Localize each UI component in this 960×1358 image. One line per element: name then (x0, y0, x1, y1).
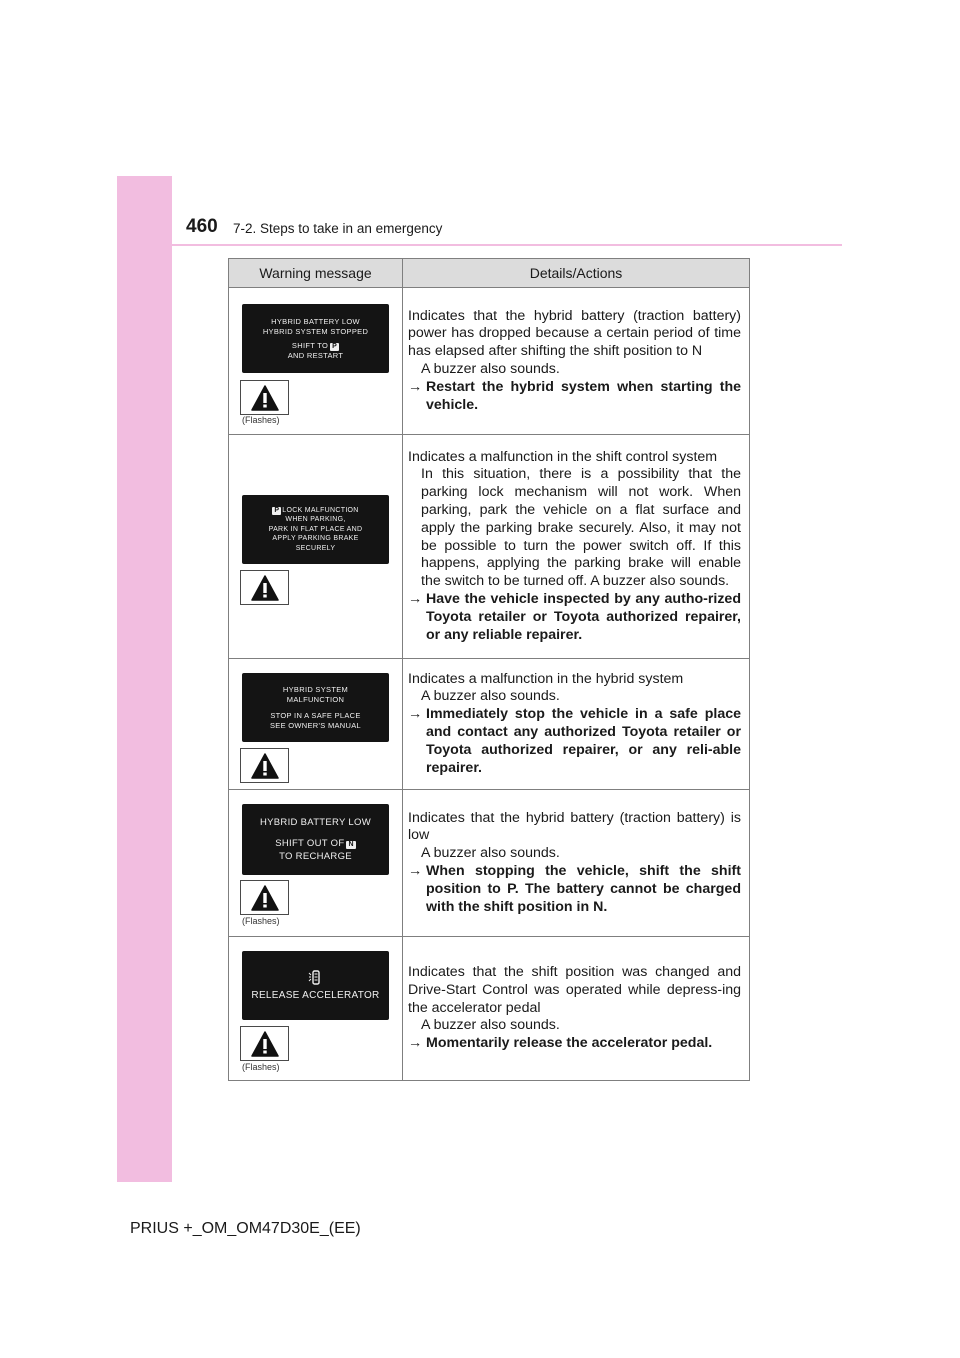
details-cell (403, 790, 750, 937)
display-screen (242, 804, 389, 875)
shift-p-badge: P (332, 342, 338, 350)
page-number: 460 (186, 216, 218, 237)
warning-image-cell (229, 659, 403, 790)
action-line (408, 863, 741, 916)
table-row (229, 288, 750, 435)
warning-triangle-icon (251, 575, 279, 601)
table-row (229, 435, 750, 659)
table-row (229, 659, 750, 790)
screen-line: HYBRID BATTERY LOW (260, 817, 371, 828)
screen-line: WHEN PARKING, (285, 516, 346, 524)
header-rule (172, 244, 842, 246)
shift-n-badge: N (348, 841, 354, 848)
warning-triangle-icon (251, 385, 279, 411)
screen-line: SECURELY (295, 544, 336, 552)
action-text: When stopping the vehicle, shift the shift position to P. The battery cannot be charged with the shift position in N. (426, 863, 741, 915)
screen-line: STOP IN A SAFE PLACE (270, 710, 361, 720)
details-cell (403, 937, 750, 1081)
action-line (408, 591, 741, 644)
table-row (229, 937, 750, 1081)
display-screen (242, 495, 389, 564)
warning-triangle-icon (251, 1031, 279, 1057)
screen-line: HYBRID SYSTEM (282, 684, 349, 694)
note-text: A buzzer also sounds. (421, 1017, 560, 1034)
column-header-warning: Warning message (229, 259, 403, 288)
table-header-row (229, 259, 750, 288)
warning-image-cell (229, 937, 403, 1081)
warning-light-box (240, 748, 289, 783)
screen-line: HYBRID SYSTEM STOPPED (262, 326, 369, 336)
arrow-right-icon: → (408, 590, 423, 607)
screen-line: HYBRID BATTERY LOW (271, 316, 360, 326)
display-screen (242, 951, 389, 1020)
note-text: A buzzer also sounds. (421, 845, 560, 862)
action-text: Momentarily release the accelerator pedal. (426, 1035, 713, 1052)
action-text: Restart the hybrid system when starting the vehicle. (426, 378, 741, 413)
warning-light-box (240, 880, 289, 915)
note-text: A buzzer also sounds. (421, 361, 560, 377)
warning-image-cell (229, 790, 403, 937)
screen-line: TO RECHARGE (279, 851, 352, 862)
screen-line: RELEASE ACCELERATOR (251, 990, 380, 1001)
screen-line: AND RESTART (287, 350, 344, 360)
warning-message-table (228, 258, 750, 1081)
description-text: Indicates that the hybrid battery (traction battery) power has dropped because a certain period of time has elapsed after shifting the shift position to N (408, 307, 741, 360)
warning-image-cell (229, 288, 403, 435)
warning-light-box (240, 570, 289, 605)
action-line (408, 706, 741, 777)
screen-line: SEE OWNER'S MANUAL (269, 720, 361, 730)
screen-line: APPLY PARKING BRAKE (272, 535, 359, 543)
warning-triangle-icon (251, 753, 279, 779)
display-screen (242, 673, 389, 742)
column-header-details: Details/Actions (403, 259, 750, 288)
warning-image-cell (229, 435, 403, 659)
description-text: Indicates a malfunction in the hybrid system (408, 670, 684, 687)
flashes-label: (Flashes) (242, 1062, 280, 1072)
accelerator-pedal-icon (307, 969, 325, 987)
display-screen (242, 304, 389, 373)
section-title: 7-2. Steps to take in an emergency (233, 221, 443, 236)
action-text: Have the vehicle inspected by any autho-rized Toyota retailer or Toyota authorized repairer, or any reliable repairer. (426, 590, 741, 643)
action-line (408, 379, 741, 415)
warning-light-box (240, 380, 289, 415)
warning-light-box (240, 1026, 289, 1061)
details-cell (403, 435, 750, 659)
action-line (408, 1035, 741, 1053)
screen-line: SHIFT TO (291, 340, 329, 350)
side-band (117, 176, 172, 1182)
description-text: Indicates that the hybrid battery (traction battery) is low (408, 809, 741, 844)
document-footer: PRIUS +_OM_OM47D30E_(EE) (130, 1220, 361, 1237)
details-cell (403, 659, 750, 790)
arrow-right-icon: → (408, 706, 423, 723)
action-text: Immediately stop the vehicle in a safe place and contact any authorized Toyota retailer or Toyota authorized repairer, or any reli-able repairer. (426, 706, 741, 776)
screen-line: SHIFT OUT OF (275, 838, 345, 849)
arrow-right-icon: → (408, 1035, 423, 1052)
warning-triangle-icon (251, 885, 279, 911)
description-text: Indicates a malfunction in the shift control system (408, 448, 718, 465)
flashes-label: (Flashes) (242, 916, 280, 926)
table-row (229, 790, 750, 937)
arrow-right-icon: → (408, 863, 423, 879)
flashes-label: (Flashes) (242, 415, 280, 425)
screen-line: MALFUNCTION (286, 694, 345, 704)
note-text: In this situation, there is a possibility that the parking lock mechanism will not work. When parking, park the vehicle on a flat surface and apply the parking brake securely. Also, it may not be possible to turn the power switch off. If this happens, applying the parking brake will enable the switch to be turned off. A buzzer also sounds. (421, 466, 741, 590)
details-cell (403, 288, 750, 435)
note-text: A buzzer also sounds. (421, 688, 560, 705)
screen-line: PARK IN FLAT PLACE AND (268, 525, 363, 533)
description-text: Indicates that the shift position was changed and Drive-Start Control was operated while depress-ing the accelerator pedal (408, 964, 741, 1016)
parking-p-badge: P (274, 506, 280, 514)
arrow-right-icon: → (408, 378, 423, 395)
screen-line: LOCK MALFUNCTION (282, 506, 359, 514)
